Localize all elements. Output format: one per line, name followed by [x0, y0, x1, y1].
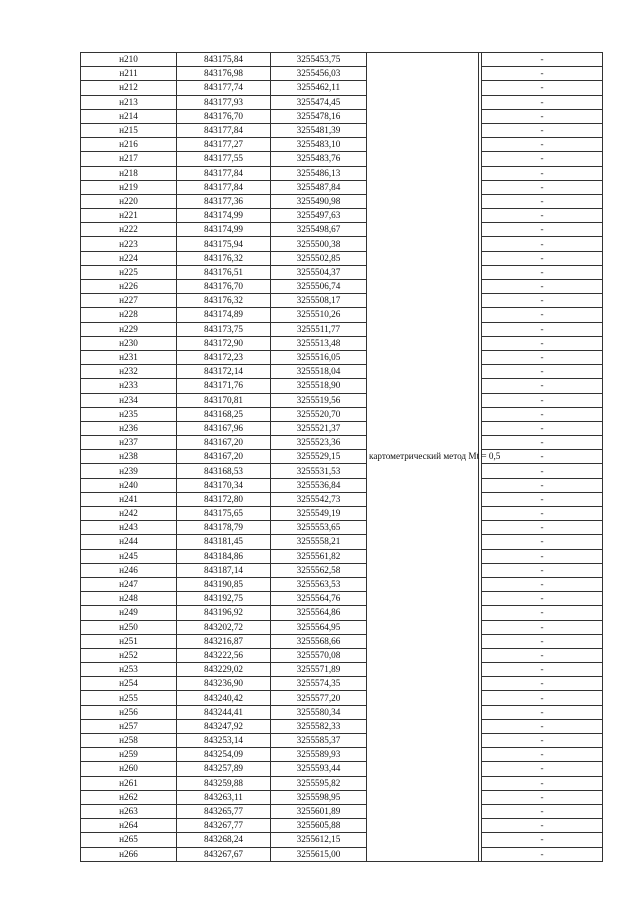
- y-coordinate-cell: 3255558,21: [271, 535, 367, 549]
- x-coordinate-cell: 843168,53: [177, 464, 271, 478]
- table-row: [81, 166, 603, 180]
- table-row: [81, 577, 603, 591]
- point-name-cell: н258: [81, 734, 177, 748]
- point-name-cell: н244: [81, 535, 177, 549]
- note-cell: -: [482, 67, 603, 81]
- y-coordinate-cell: 3255564,86: [271, 606, 367, 620]
- table-row: [81, 847, 603, 861]
- table-row: [81, 407, 603, 421]
- x-coordinate-cell: 843176,32: [177, 251, 271, 265]
- x-coordinate-cell: 843176,51: [177, 265, 271, 279]
- x-coordinate-cell: 843177,84: [177, 123, 271, 137]
- table-row: [81, 450, 603, 464]
- table-row: [81, 790, 603, 804]
- y-coordinate-cell: 3255453,75: [271, 53, 367, 67]
- y-coordinate-cell: 3255511,77: [271, 322, 367, 336]
- note-cell: -: [482, 705, 603, 719]
- table-row: [81, 393, 603, 407]
- point-name-cell: н227: [81, 294, 177, 308]
- point-name-cell: н240: [81, 478, 177, 492]
- point-name-cell: н256: [81, 705, 177, 719]
- point-name-cell: н211: [81, 67, 177, 81]
- table-row: [81, 109, 603, 123]
- x-coordinate-cell: 843265,77: [177, 804, 271, 818]
- y-coordinate-cell: 3255568,66: [271, 634, 367, 648]
- table-row: [81, 748, 603, 762]
- table-row: [81, 365, 603, 379]
- y-coordinate-cell: 3255502,85: [271, 251, 367, 265]
- table-row: [81, 776, 603, 790]
- x-coordinate-cell: 843176,32: [177, 294, 271, 308]
- point-name-cell: н230: [81, 336, 177, 350]
- x-coordinate-cell: 843175,65: [177, 507, 271, 521]
- note-cell: -: [482, 577, 603, 591]
- note-cell: -: [482, 152, 603, 166]
- point-name-cell: н220: [81, 194, 177, 208]
- table-row: [81, 209, 603, 223]
- x-coordinate-cell: 843176,70: [177, 280, 271, 294]
- x-coordinate-cell: 843187,14: [177, 563, 271, 577]
- point-name-cell: н234: [81, 393, 177, 407]
- point-name-cell: н224: [81, 251, 177, 265]
- point-name-cell: н265: [81, 833, 177, 847]
- note-cell: -: [482, 833, 603, 847]
- coordinates-table: [80, 52, 603, 862]
- table-row: [81, 762, 603, 776]
- table-row: [81, 308, 603, 322]
- table-row: [81, 535, 603, 549]
- x-coordinate-cell: 843267,67: [177, 847, 271, 861]
- x-coordinate-cell: 843202,72: [177, 620, 271, 634]
- note-cell: -: [482, 450, 603, 464]
- y-coordinate-cell: 3255486,13: [271, 166, 367, 180]
- x-coordinate-cell: 843177,84: [177, 180, 271, 194]
- table-row: [81, 237, 603, 251]
- point-name-cell: н217: [81, 152, 177, 166]
- note-cell: -: [482, 804, 603, 818]
- table-row: [81, 81, 603, 95]
- point-name-cell: н235: [81, 407, 177, 421]
- y-coordinate-cell: 3255601,89: [271, 804, 367, 818]
- x-coordinate-cell: 843247,92: [177, 719, 271, 733]
- y-coordinate-cell: 3255612,15: [271, 833, 367, 847]
- note-cell: -: [482, 237, 603, 251]
- x-coordinate-cell: 843244,41: [177, 705, 271, 719]
- point-name-cell: н215: [81, 123, 177, 137]
- point-name-cell: н266: [81, 847, 177, 861]
- note-cell: -: [482, 53, 603, 67]
- y-coordinate-cell: 3255598,95: [271, 790, 367, 804]
- note-cell: -: [482, 535, 603, 549]
- y-coordinate-cell: 3255498,67: [271, 223, 367, 237]
- y-coordinate-cell: 3255585,37: [271, 734, 367, 748]
- table-row: [81, 67, 603, 81]
- y-coordinate-cell: 3255529,15: [271, 450, 367, 464]
- point-name-cell: н242: [81, 507, 177, 521]
- point-name-cell: н237: [81, 436, 177, 450]
- point-name-cell: н226: [81, 280, 177, 294]
- point-name-cell: н245: [81, 549, 177, 563]
- y-coordinate-cell: 3255462,11: [271, 81, 367, 95]
- point-name-cell: н260: [81, 762, 177, 776]
- point-name-cell: н228: [81, 308, 177, 322]
- note-cell: -: [482, 421, 603, 435]
- note-cell: -: [482, 776, 603, 790]
- table-row: [81, 719, 603, 733]
- x-coordinate-cell: 843168,25: [177, 407, 271, 421]
- x-coordinate-cell: 843167,20: [177, 450, 271, 464]
- table-row: [81, 819, 603, 833]
- y-coordinate-cell: 3255456,03: [271, 67, 367, 81]
- x-coordinate-cell: 843175,84: [177, 53, 271, 67]
- point-name-cell: н248: [81, 592, 177, 606]
- table-row: [81, 507, 603, 521]
- table-row: [81, 478, 603, 492]
- x-coordinate-cell: 843181,45: [177, 535, 271, 549]
- point-name-cell: н210: [81, 53, 177, 67]
- table-row: [81, 265, 603, 279]
- y-coordinate-cell: 3255593,44: [271, 762, 367, 776]
- point-name-cell: н262: [81, 790, 177, 804]
- x-coordinate-cell: 843268,24: [177, 833, 271, 847]
- table-row: [81, 95, 603, 109]
- note-cell: -: [482, 81, 603, 95]
- y-coordinate-cell: 3255523,36: [271, 436, 367, 450]
- note-cell: -: [482, 194, 603, 208]
- note-cell: -: [482, 677, 603, 691]
- table-row: [81, 663, 603, 677]
- point-name-cell: н241: [81, 492, 177, 506]
- note-cell: -: [482, 663, 603, 677]
- note-cell: -: [482, 762, 603, 776]
- note-cell: -: [482, 123, 603, 137]
- x-coordinate-cell: 843176,70: [177, 109, 271, 123]
- point-name-cell: н253: [81, 663, 177, 677]
- y-coordinate-cell: 3255520,70: [271, 407, 367, 421]
- y-coordinate-cell: 3255531,53: [271, 464, 367, 478]
- point-name-cell: н251: [81, 634, 177, 648]
- note-cell: -: [482, 379, 603, 393]
- table-row: [81, 436, 603, 450]
- y-coordinate-cell: 3255562,58: [271, 563, 367, 577]
- x-coordinate-cell: 843257,89: [177, 762, 271, 776]
- note-cell: -: [482, 592, 603, 606]
- x-coordinate-cell: 843172,80: [177, 492, 271, 506]
- note-cell: -: [482, 492, 603, 506]
- note-cell: -: [482, 819, 603, 833]
- x-coordinate-cell: 843170,34: [177, 478, 271, 492]
- point-name-cell: н212: [81, 81, 177, 95]
- table-row: [81, 464, 603, 478]
- y-coordinate-cell: 3255580,34: [271, 705, 367, 719]
- y-coordinate-cell: 3255506,74: [271, 280, 367, 294]
- point-name-cell: н233: [81, 379, 177, 393]
- point-name-cell: н225: [81, 265, 177, 279]
- x-coordinate-cell: 843177,74: [177, 81, 271, 95]
- y-coordinate-cell: 3255474,45: [271, 95, 367, 109]
- note-cell: -: [482, 322, 603, 336]
- point-name-cell: н250: [81, 620, 177, 634]
- x-coordinate-cell: 843236,90: [177, 677, 271, 691]
- table-row: [81, 705, 603, 719]
- table-row: [81, 123, 603, 137]
- y-coordinate-cell: 3255563,53: [271, 577, 367, 591]
- y-coordinate-cell: 3255605,88: [271, 819, 367, 833]
- y-coordinate-cell: 3255516,05: [271, 350, 367, 364]
- x-coordinate-cell: 843229,02: [177, 663, 271, 677]
- x-coordinate-cell: 843222,56: [177, 648, 271, 662]
- point-name-cell: н221: [81, 209, 177, 223]
- table-row: [81, 379, 603, 393]
- x-coordinate-cell: 843177,84: [177, 166, 271, 180]
- table-row: [81, 336, 603, 350]
- x-coordinate-cell: 843190,85: [177, 577, 271, 591]
- x-coordinate-cell: 843196,92: [177, 606, 271, 620]
- note-cell: -: [482, 109, 603, 123]
- x-coordinate-cell: 843172,90: [177, 336, 271, 350]
- point-name-cell: н257: [81, 719, 177, 733]
- note-cell: -: [482, 691, 603, 705]
- point-name-cell: н222: [81, 223, 177, 237]
- point-name-cell: н249: [81, 606, 177, 620]
- table-row: [81, 620, 603, 634]
- table-row: [81, 223, 603, 237]
- point-name-cell: н218: [81, 166, 177, 180]
- table-row: [81, 833, 603, 847]
- point-name-cell: н231: [81, 350, 177, 364]
- y-coordinate-cell: 3255490,98: [271, 194, 367, 208]
- note-cell: -: [482, 138, 603, 152]
- note-cell: -: [482, 734, 603, 748]
- y-coordinate-cell: 3255561,82: [271, 549, 367, 563]
- x-coordinate-cell: 843192,75: [177, 592, 271, 606]
- y-coordinate-cell: 3255542,73: [271, 492, 367, 506]
- table-row: [81, 350, 603, 364]
- note-cell: -: [482, 549, 603, 563]
- table-row: [81, 194, 603, 208]
- x-coordinate-cell: 843167,20: [177, 436, 271, 450]
- note-cell: -: [482, 294, 603, 308]
- y-coordinate-cell: 3255500,38: [271, 237, 367, 251]
- x-coordinate-cell: 843174,99: [177, 209, 271, 223]
- y-coordinate-cell: 3255481,39: [271, 123, 367, 137]
- y-coordinate-cell: 3255570,08: [271, 648, 367, 662]
- table-row: [81, 251, 603, 265]
- y-coordinate-cell: 3255497,63: [271, 209, 367, 223]
- note-cell: -: [482, 223, 603, 237]
- table-row: [81, 294, 603, 308]
- y-coordinate-cell: 3255615,00: [271, 847, 367, 861]
- note-cell: -: [482, 563, 603, 577]
- table-row: [81, 152, 603, 166]
- table-row: [81, 804, 603, 818]
- x-coordinate-cell: 843176,98: [177, 67, 271, 81]
- point-name-cell: н254: [81, 677, 177, 691]
- table-row: [81, 634, 603, 648]
- y-coordinate-cell: 3255508,17: [271, 294, 367, 308]
- x-coordinate-cell: 843263,11: [177, 790, 271, 804]
- x-coordinate-cell: 843184,86: [177, 549, 271, 563]
- note-cell: -: [482, 365, 603, 379]
- y-coordinate-cell: 3255483,10: [271, 138, 367, 152]
- note-cell: -: [482, 166, 603, 180]
- y-coordinate-cell: 3255510,26: [271, 308, 367, 322]
- note-cell: -: [482, 606, 603, 620]
- note-cell: -: [482, 393, 603, 407]
- table-row: [81, 734, 603, 748]
- x-coordinate-cell: 843178,79: [177, 521, 271, 535]
- y-coordinate-cell: 3255564,95: [271, 620, 367, 634]
- table-row: [81, 648, 603, 662]
- y-coordinate-cell: 3255571,89: [271, 663, 367, 677]
- note-cell: -: [482, 634, 603, 648]
- note-cell: -: [482, 478, 603, 492]
- y-coordinate-cell: 3255574,35: [271, 677, 367, 691]
- point-name-cell: н252: [81, 648, 177, 662]
- table-row: [81, 322, 603, 336]
- y-coordinate-cell: 3255478,16: [271, 109, 367, 123]
- note-cell: -: [482, 280, 603, 294]
- y-coordinate-cell: 3255549,19: [271, 507, 367, 521]
- y-coordinate-cell: 3255589,93: [271, 748, 367, 762]
- y-coordinate-cell: 3255513,48: [271, 336, 367, 350]
- table-row: [81, 592, 603, 606]
- table-row: [81, 421, 603, 435]
- x-coordinate-cell: 843167,96: [177, 421, 271, 435]
- table-row: [81, 563, 603, 577]
- x-coordinate-cell: 843174,89: [177, 308, 271, 322]
- y-coordinate-cell: 3255487,84: [271, 180, 367, 194]
- note-cell: -: [482, 95, 603, 109]
- table-row: [81, 549, 603, 563]
- note-cell: -: [482, 436, 603, 450]
- y-coordinate-cell: 3255518,90: [271, 379, 367, 393]
- point-name-cell: н263: [81, 804, 177, 818]
- x-coordinate-cell: 843259,88: [177, 776, 271, 790]
- note-cell: -: [482, 350, 603, 364]
- y-coordinate-cell: 3255577,20: [271, 691, 367, 705]
- table-row: [81, 677, 603, 691]
- y-coordinate-cell: 3255519,56: [271, 393, 367, 407]
- note-cell: -: [482, 251, 603, 265]
- point-name-cell: н243: [81, 521, 177, 535]
- note-cell: -: [482, 719, 603, 733]
- note-cell: -: [482, 648, 603, 662]
- x-coordinate-cell: 843175,94: [177, 237, 271, 251]
- point-name-cell: н236: [81, 421, 177, 435]
- table-row: [81, 521, 603, 535]
- method-cell: картометрический метод Mt = 0,5: [367, 53, 479, 862]
- note-cell: -: [482, 521, 603, 535]
- y-coordinate-cell: 3255564,76: [271, 592, 367, 606]
- note-cell: -: [482, 336, 603, 350]
- x-coordinate-cell: 843171,76: [177, 379, 271, 393]
- x-coordinate-cell: 843170,81: [177, 393, 271, 407]
- x-coordinate-cell: 843177,93: [177, 95, 271, 109]
- note-cell: -: [482, 180, 603, 194]
- x-coordinate-cell: 843267,77: [177, 819, 271, 833]
- point-name-cell: н216: [81, 138, 177, 152]
- note-cell: -: [482, 507, 603, 521]
- y-coordinate-cell: 3255521,37: [271, 421, 367, 435]
- y-coordinate-cell: 3255518,04: [271, 365, 367, 379]
- point-name-cell: н247: [81, 577, 177, 591]
- x-coordinate-cell: 843240,42: [177, 691, 271, 705]
- point-name-cell: н239: [81, 464, 177, 478]
- table-row: [81, 280, 603, 294]
- point-name-cell: н229: [81, 322, 177, 336]
- point-name-cell: н214: [81, 109, 177, 123]
- x-coordinate-cell: 843177,36: [177, 194, 271, 208]
- table-row: [81, 606, 603, 620]
- y-coordinate-cell: 3255536,84: [271, 478, 367, 492]
- note-cell: -: [482, 748, 603, 762]
- note-cell: -: [482, 308, 603, 322]
- note-cell: -: [482, 407, 603, 421]
- point-name-cell: н261: [81, 776, 177, 790]
- y-coordinate-cell: 3255553,65: [271, 521, 367, 535]
- x-coordinate-cell: 843172,14: [177, 365, 271, 379]
- x-coordinate-cell: 843174,99: [177, 223, 271, 237]
- point-name-cell: н232: [81, 365, 177, 379]
- note-cell: -: [482, 265, 603, 279]
- note-cell: -: [482, 790, 603, 804]
- point-name-cell: н213: [81, 95, 177, 109]
- y-coordinate-cell: 3255595,82: [271, 776, 367, 790]
- x-coordinate-cell: 843177,55: [177, 152, 271, 166]
- table-row: [81, 138, 603, 152]
- note-cell: -: [482, 620, 603, 634]
- note-cell: -: [482, 464, 603, 478]
- x-coordinate-cell: 843177,27: [177, 138, 271, 152]
- point-name-cell: н238: [81, 450, 177, 464]
- y-coordinate-cell: 3255582,33: [271, 719, 367, 733]
- y-coordinate-cell: 3255504,37: [271, 265, 367, 279]
- point-name-cell: н223: [81, 237, 177, 251]
- y-coordinate-cell: 3255483,76: [271, 152, 367, 166]
- note-cell: -: [482, 209, 603, 223]
- x-coordinate-cell: 843173,75: [177, 322, 271, 336]
- point-name-cell: н219: [81, 180, 177, 194]
- point-name-cell: н264: [81, 819, 177, 833]
- x-coordinate-cell: 843253,14: [177, 734, 271, 748]
- x-coordinate-cell: 843254,09: [177, 748, 271, 762]
- table-row: [81, 53, 603, 67]
- point-name-cell: н255: [81, 691, 177, 705]
- table-row: [81, 180, 603, 194]
- coordinates-table-body: [81, 53, 603, 862]
- point-name-cell: н246: [81, 563, 177, 577]
- x-coordinate-cell: 843216,87: [177, 634, 271, 648]
- point-name-cell: н259: [81, 748, 177, 762]
- table-row: [81, 492, 603, 506]
- note-cell: -: [482, 847, 603, 861]
- table-row: [81, 691, 603, 705]
- x-coordinate-cell: 843172,23: [177, 350, 271, 364]
